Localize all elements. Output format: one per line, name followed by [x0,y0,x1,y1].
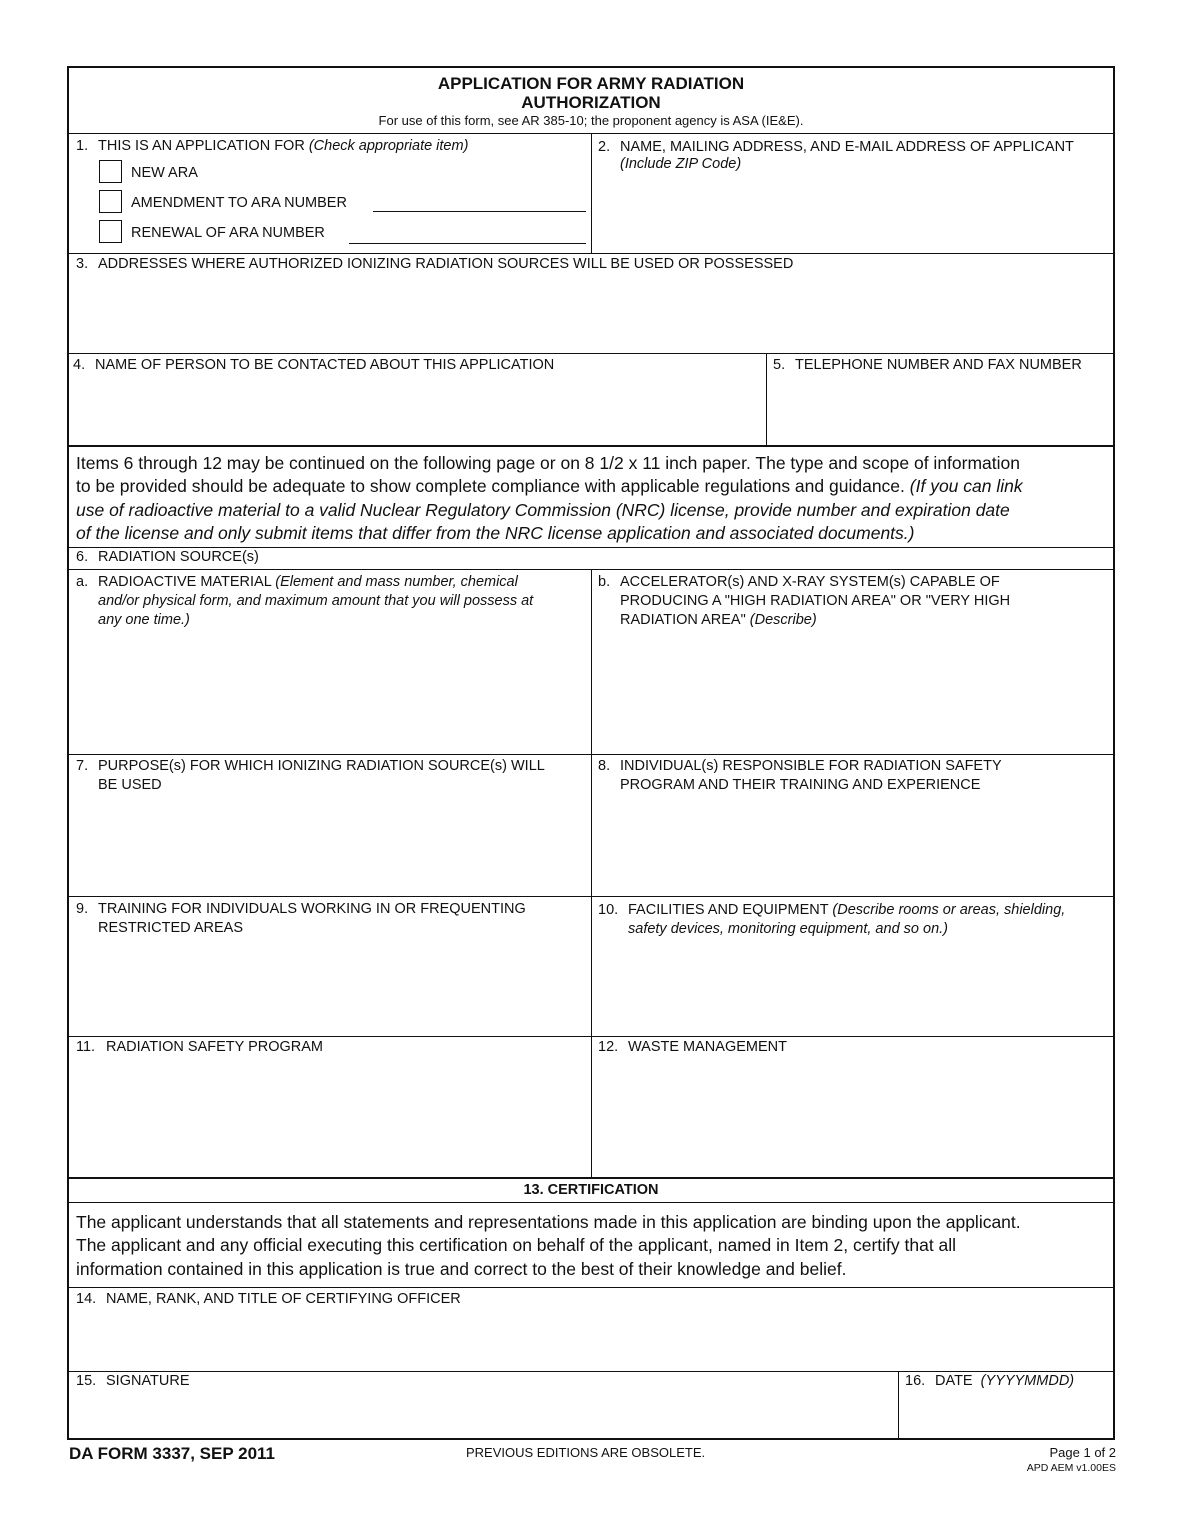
form-subtitle: For use of this form, see AR 385-10; the proponent agency is ASA (IE&E). [378,113,804,128]
obsolete-notice: PREVIOUS EDITIONS ARE OBSOLETE. [466,1445,706,1460]
item6b-label: b. ACCELERATOR(s) AND X-RAY SYSTEM(s) CAPABLE OF [598,574,1000,590]
divider [69,1177,1113,1179]
item6-label: 6. RADIATION SOURCE(s) [76,549,259,565]
divider [766,353,767,445]
page-number: Page 1 of 2 [1049,1445,1116,1460]
divider [69,754,1113,755]
item6a-hint-cont: any one time.) [98,612,190,628]
item1-label: 1. THIS IS AN APPLICATION FOR (Check appropriate item) [76,138,469,154]
divider [69,1202,1113,1203]
item12-label: 12. WASTE MANAGEMENT [598,1039,787,1055]
version-tag: APD AEM v1.00ES [1026,1462,1116,1474]
item6a-label: a. RADIOACTIVE MATERIAL (Element and mass number, chemical [76,574,518,590]
item5-label: 5. TELEPHONE NUMBER AND FAX NUMBER [773,357,1082,373]
certification-heading: 13. CERTIFICATION [523,1182,659,1198]
instructions-text: Items 6 through 12 may be continued on the following page or on 8 1/2 x 11 inch paper. The type and scope of information to be provided should be adequate to show complete compliance with applicable regulations and guidance. (If you can link use of radioactive material to a valid Nuclear Regulatory Commission (NRC) license, provide number and expiration date of the license and only submit items that differ from the NRC license application and associated documents.) [76,453,1023,544]
divider [69,445,1113,447]
form-title-line2: AUTHORIZATION [521,93,661,112]
item8-label-cont: PROGRAM AND THEIR TRAINING AND EXPERIENCE [620,777,981,793]
item4-label: 4. NAME OF PERSON TO BE CONTACTED ABOUT THIS APPLICATION [73,357,555,373]
form-body [67,66,1115,1440]
divider [591,133,592,253]
item14-label: 14. NAME, RANK, AND TITLE OF CERTIFYING OFFICER [76,1291,461,1307]
item3-label: 3. ADDRESSES WHERE AUTHORIZED IONIZING RADIATION SOURCES WILL BE USED OR POSSESSED [76,256,794,272]
item6a-hint: and/or physical form, and maximum amount that you will possess at [98,593,534,609]
item8-label: 8. INDIVIDUAL(s) RESPONSIBLE FOR RADIATION SAFETY [598,758,1002,774]
item11-label: 11. RADIATION SAFETY PROGRAM [76,1039,323,1055]
form-title-line1: APPLICATION FOR ARMY RADIATION [437,74,745,93]
renewal-checkbox[interactable] [99,220,122,243]
divider [69,253,1113,254]
renewal-number-field[interactable] [349,243,586,244]
divider [69,896,1113,897]
item6b-label-cont: PRODUCING A "HIGH RADIATION AREA" OR "VERY HIGH [620,593,1011,609]
item15-label: 15. SIGNATURE [76,1373,190,1389]
item6b-label-cont2: RADIATION AREA" (Describe) [620,612,817,628]
divider [591,569,592,1177]
item16-label: 16. DATE (YYYYMMDD) [905,1373,1075,1389]
divider [69,1036,1113,1037]
divider [69,1287,1113,1288]
divider [69,353,1113,354]
item10-label: 10. FACILITIES AND EQUIPMENT (Describe rooms or areas, shielding, [598,902,1066,918]
form-id: DA FORM 3337, SEP 2011 [69,1444,275,1463]
amendment-label: AMENDMENT TO ARA NUMBER [131,195,347,211]
amendment-checkbox[interactable] [99,190,122,213]
item2-label: 2. NAME, MAILING ADDRESS, AND E-MAIL ADDRESS OF APPLICANT [598,139,1074,155]
new-ara-checkbox[interactable] [99,160,122,183]
item2-hint: (Include ZIP Code) [620,156,742,172]
amendment-number-field[interactable] [373,211,586,212]
new-ara-label: NEW ARA [131,165,198,181]
certification-text: The applicant understands that all statements and representations made in this application are binding upon the applicant. The applicant and any official executing this certification on behalf of the applicant, named in Item 2, certify that all information contained in this application is true and correct to the best of their knowledge and belief. [76,1212,1021,1279]
item7-label: 7. PURPOSE(s) FOR WHICH IONIZING RADIATION SOURCE(s) WILL [76,758,545,774]
renewal-label: RENEWAL OF ARA NUMBER [131,225,325,241]
item7-label-cont: BE USED [98,777,162,793]
item9-label-cont: RESTRICTED AREAS [98,920,244,936]
item10-hint: safety devices, monitoring equipment, and so on.) [628,921,948,937]
divider [898,1371,899,1440]
item9-label: 9. TRAINING FOR INDIVIDUALS WORKING IN OR FREQUENTING [76,901,526,917]
